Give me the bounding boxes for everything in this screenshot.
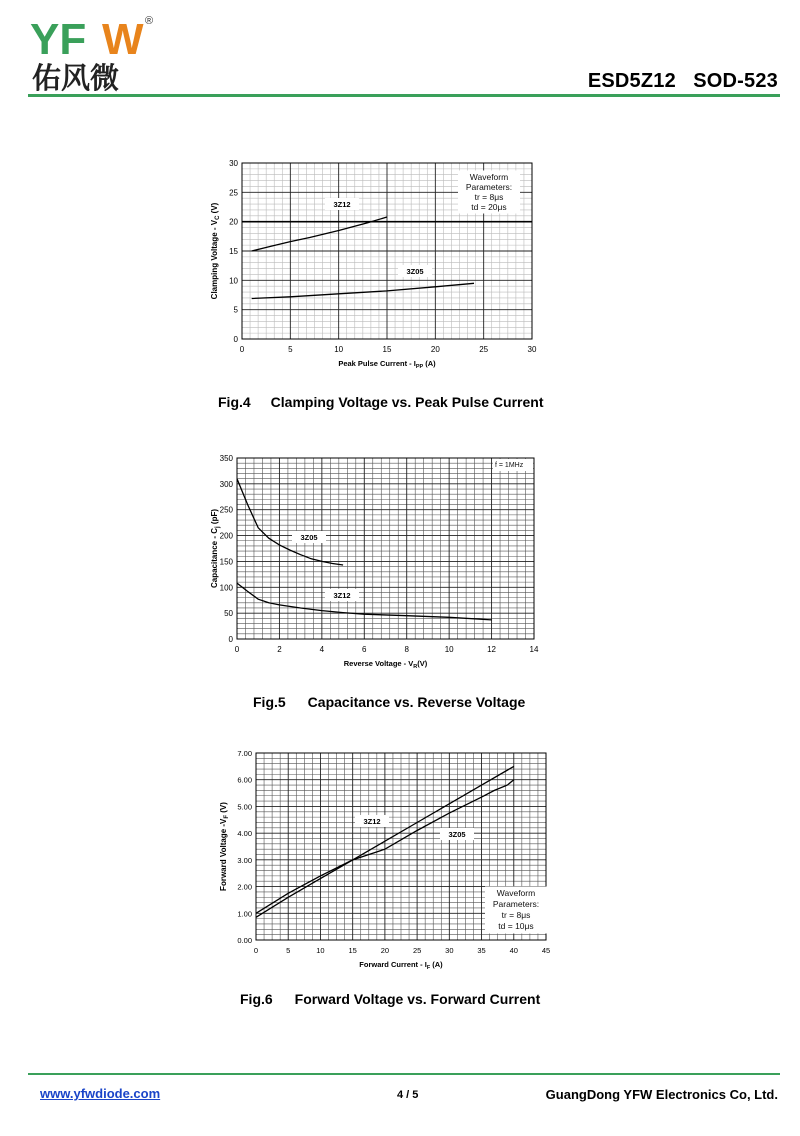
- fig5-y-axis-label: Capacitance - $C_j$ (pF): [210, 508, 221, 589]
- fig5-y-tick-label: 150: [219, 557, 233, 567]
- fig6-x-tick-label: 25: [412, 946, 422, 955]
- company-name: GuangDong YFW Electronics Co, Ltd.: [545, 1087, 778, 1102]
- fig4-x-tick-label: 30: [527, 345, 537, 354]
- fig4-x-tick-label: 15: [382, 345, 392, 354]
- fig4-y-tick-label: 0: [233, 335, 238, 344]
- fig6-y-tick-label: 7.00: [237, 749, 252, 758]
- fig4-series-label-3z05: 3Z05: [406, 267, 424, 276]
- fig6-caption: [240, 991, 540, 1007]
- fig6-x-axis-label: Forward Current - $I_F$ (A): [359, 960, 443, 971]
- fig4-x-tick-label: 5: [288, 345, 293, 354]
- fig6-x-tick-label: 5: [286, 946, 291, 955]
- fig5-plot-area: [237, 458, 534, 639]
- fig5-y-tick-label: 0: [228, 635, 233, 644]
- fig4-y-axis-unit: (V): [210, 202, 219, 216]
- fig4-title: Clamping Voltage vs. Peak Pulse Current: [270, 394, 544, 410]
- fig5-x-tick-label: 0: [234, 645, 240, 654]
- fig6-y-tick-label: 4.00: [237, 829, 252, 839]
- fig5-y-tick-label: 100: [219, 583, 233, 593]
- fig5-x-tick-label: 4: [319, 645, 325, 654]
- fig4-caption: [218, 394, 544, 410]
- fig5-title: Capacitance vs. Reverse Voltage: [307, 694, 526, 710]
- fig4-x-axis-sub: PP: [415, 364, 424, 370]
- fig6-x-tick-label: 10: [316, 946, 325, 955]
- fig6-x-tick-label: 45: [541, 946, 551, 955]
- fig6-title: Forward Voltage vs. Forward Current: [294, 991, 541, 1007]
- fig5-x-axis-sub: R: [413, 664, 418, 670]
- fig4-y-axis-sub: C: [215, 215, 221, 220]
- fig6-x-axis-unit: (A): [430, 960, 443, 969]
- footer-divider: [28, 1073, 780, 1075]
- fig5-y-tick-label: 250: [219, 505, 233, 515]
- fig6-series-label-3z05: 3Z05: [448, 830, 466, 839]
- fig4-legend-line: td = 20μs: [471, 202, 507, 212]
- fig5-y-tick-label: 350: [219, 454, 233, 463]
- package-name: SOD-523: [693, 70, 778, 92]
- fig5-x-tick-label: 10: [444, 645, 454, 654]
- fig6-legend-line: td = 10μs: [498, 921, 534, 931]
- fig6-y-tick-label: 5.00: [237, 802, 252, 812]
- page-title: [588, 70, 778, 93]
- fig4-legend-line: Waveform: [469, 172, 509, 182]
- fig6-chart: [215, 745, 560, 975]
- fig5-x-tick-label: 12: [487, 645, 497, 654]
- fig6-y-axis-sub: F: [224, 814, 230, 819]
- fig5-y-axis-unit: (pF): [210, 508, 219, 527]
- fig5-x-axis-label: Reverse Voltage - $V_R(V)$: [343, 659, 428, 670]
- fig5-caption: [253, 694, 525, 710]
- logo-w: W: [102, 15, 144, 64]
- fig5-legend-line: f = 1MHz: [495, 462, 524, 469]
- fig5-y-tick-label: 50: [224, 609, 233, 619]
- fig4-x-tick-label: 10: [334, 345, 344, 354]
- company-logo: [28, 10, 168, 94]
- fig6-y-axis-label: Forward Voltage $-V_F$ (V): [219, 802, 230, 891]
- fig4-number: Fig.4: [218, 394, 251, 410]
- fig4-x-axis-unit: (A): [423, 359, 436, 368]
- fig5-y-axis-sub: j: [215, 526, 221, 528]
- fig6-x-tick-label: 35: [477, 946, 486, 955]
- fig6-x-tick-label: 40: [509, 946, 518, 955]
- fig6-x-tick-label: 20: [380, 946, 390, 955]
- fig5-number: Fig.5: [253, 694, 286, 710]
- fig6-y-tick-label: 6.00: [237, 775, 252, 785]
- fig4-x-tick-label: 20: [430, 345, 440, 354]
- fig4-x-tick-label: 25: [479, 345, 489, 354]
- fig6-x-tick-label: 15: [348, 946, 357, 955]
- fig5-series-label-3z05: 3Z05: [300, 533, 318, 542]
- website-link[interactable]: www.yfwdiode.com: [40, 1086, 161, 1101]
- fig6-number: Fig.6: [240, 991, 273, 1007]
- header-divider: [28, 94, 780, 97]
- registered-mark: ®: [145, 15, 154, 27]
- fig6-x-tick-label: 0: [253, 946, 259, 955]
- fig4-y-tick-label: 15: [229, 247, 238, 256]
- fig5-x-tick-label: 6: [362, 645, 367, 654]
- fig6-x-axis-sub: F: [426, 965, 431, 971]
- fig5-y-tick-label: 300: [219, 479, 233, 489]
- fig6-y-axis-unit: (V): [219, 802, 228, 815]
- logo-chinese-name: 佑风微: [32, 63, 120, 94]
- fig5-series-label-3z12: 3Z12: [333, 591, 351, 600]
- fig4-y-tick-label: 25: [229, 188, 238, 198]
- fig5-x-tick-label: 8: [404, 645, 409, 654]
- fig4-series-label-3z12: 3Z12: [333, 200, 351, 209]
- fig6-y-tick-label: 2.00: [237, 882, 252, 892]
- fig6-legend-line: Parameters:: [492, 899, 540, 909]
- fig4-legend-line: Parameters:: [465, 182, 513, 192]
- fig4-y-tick-label: 30: [229, 159, 238, 168]
- fig4-legend-line: tr = 8μs: [474, 192, 504, 202]
- fig6-x-tick-label: 30: [445, 946, 454, 955]
- fig4-x-tick-label: 0: [239, 345, 245, 354]
- fig5-chart: [205, 450, 550, 680]
- fig5-x-tick-label: 14: [529, 645, 539, 654]
- fig5-x-axis-unit: (V): [417, 659, 428, 668]
- page-number: 4 / 5: [397, 1089, 419, 1101]
- fig5-y-tick-label: 200: [219, 531, 233, 541]
- fig6-y-tick-label: 3.00: [237, 855, 252, 865]
- part-number: ESD5Z12: [587, 70, 676, 92]
- fig4-y-tick-label: 20: [229, 217, 238, 227]
- fig4-y-axis-label: Clamping Voltage - $V_C$ (V): [210, 202, 221, 300]
- logo-yf: YF: [30, 15, 87, 64]
- fig6-y-tick-label: 1.00: [237, 909, 252, 919]
- fig6-series-label-3z12: 3Z12: [363, 817, 381, 826]
- fig4-x-axis-label: Peak Pulse Current - $I_{PP}$ (A): [338, 359, 436, 370]
- fig4-y-tick-label: 5: [233, 305, 238, 315]
- fig4-chart: [205, 155, 550, 380]
- fig6-legend-line: tr = 8μs: [501, 910, 531, 920]
- fig4-y-tick-label: 10: [229, 276, 238, 286]
- fig6-legend-line: Waveform: [496, 888, 536, 898]
- fig5-x-tick-label: 2: [277, 645, 282, 654]
- fig6-y-tick-label: 0.00: [237, 936, 252, 945]
